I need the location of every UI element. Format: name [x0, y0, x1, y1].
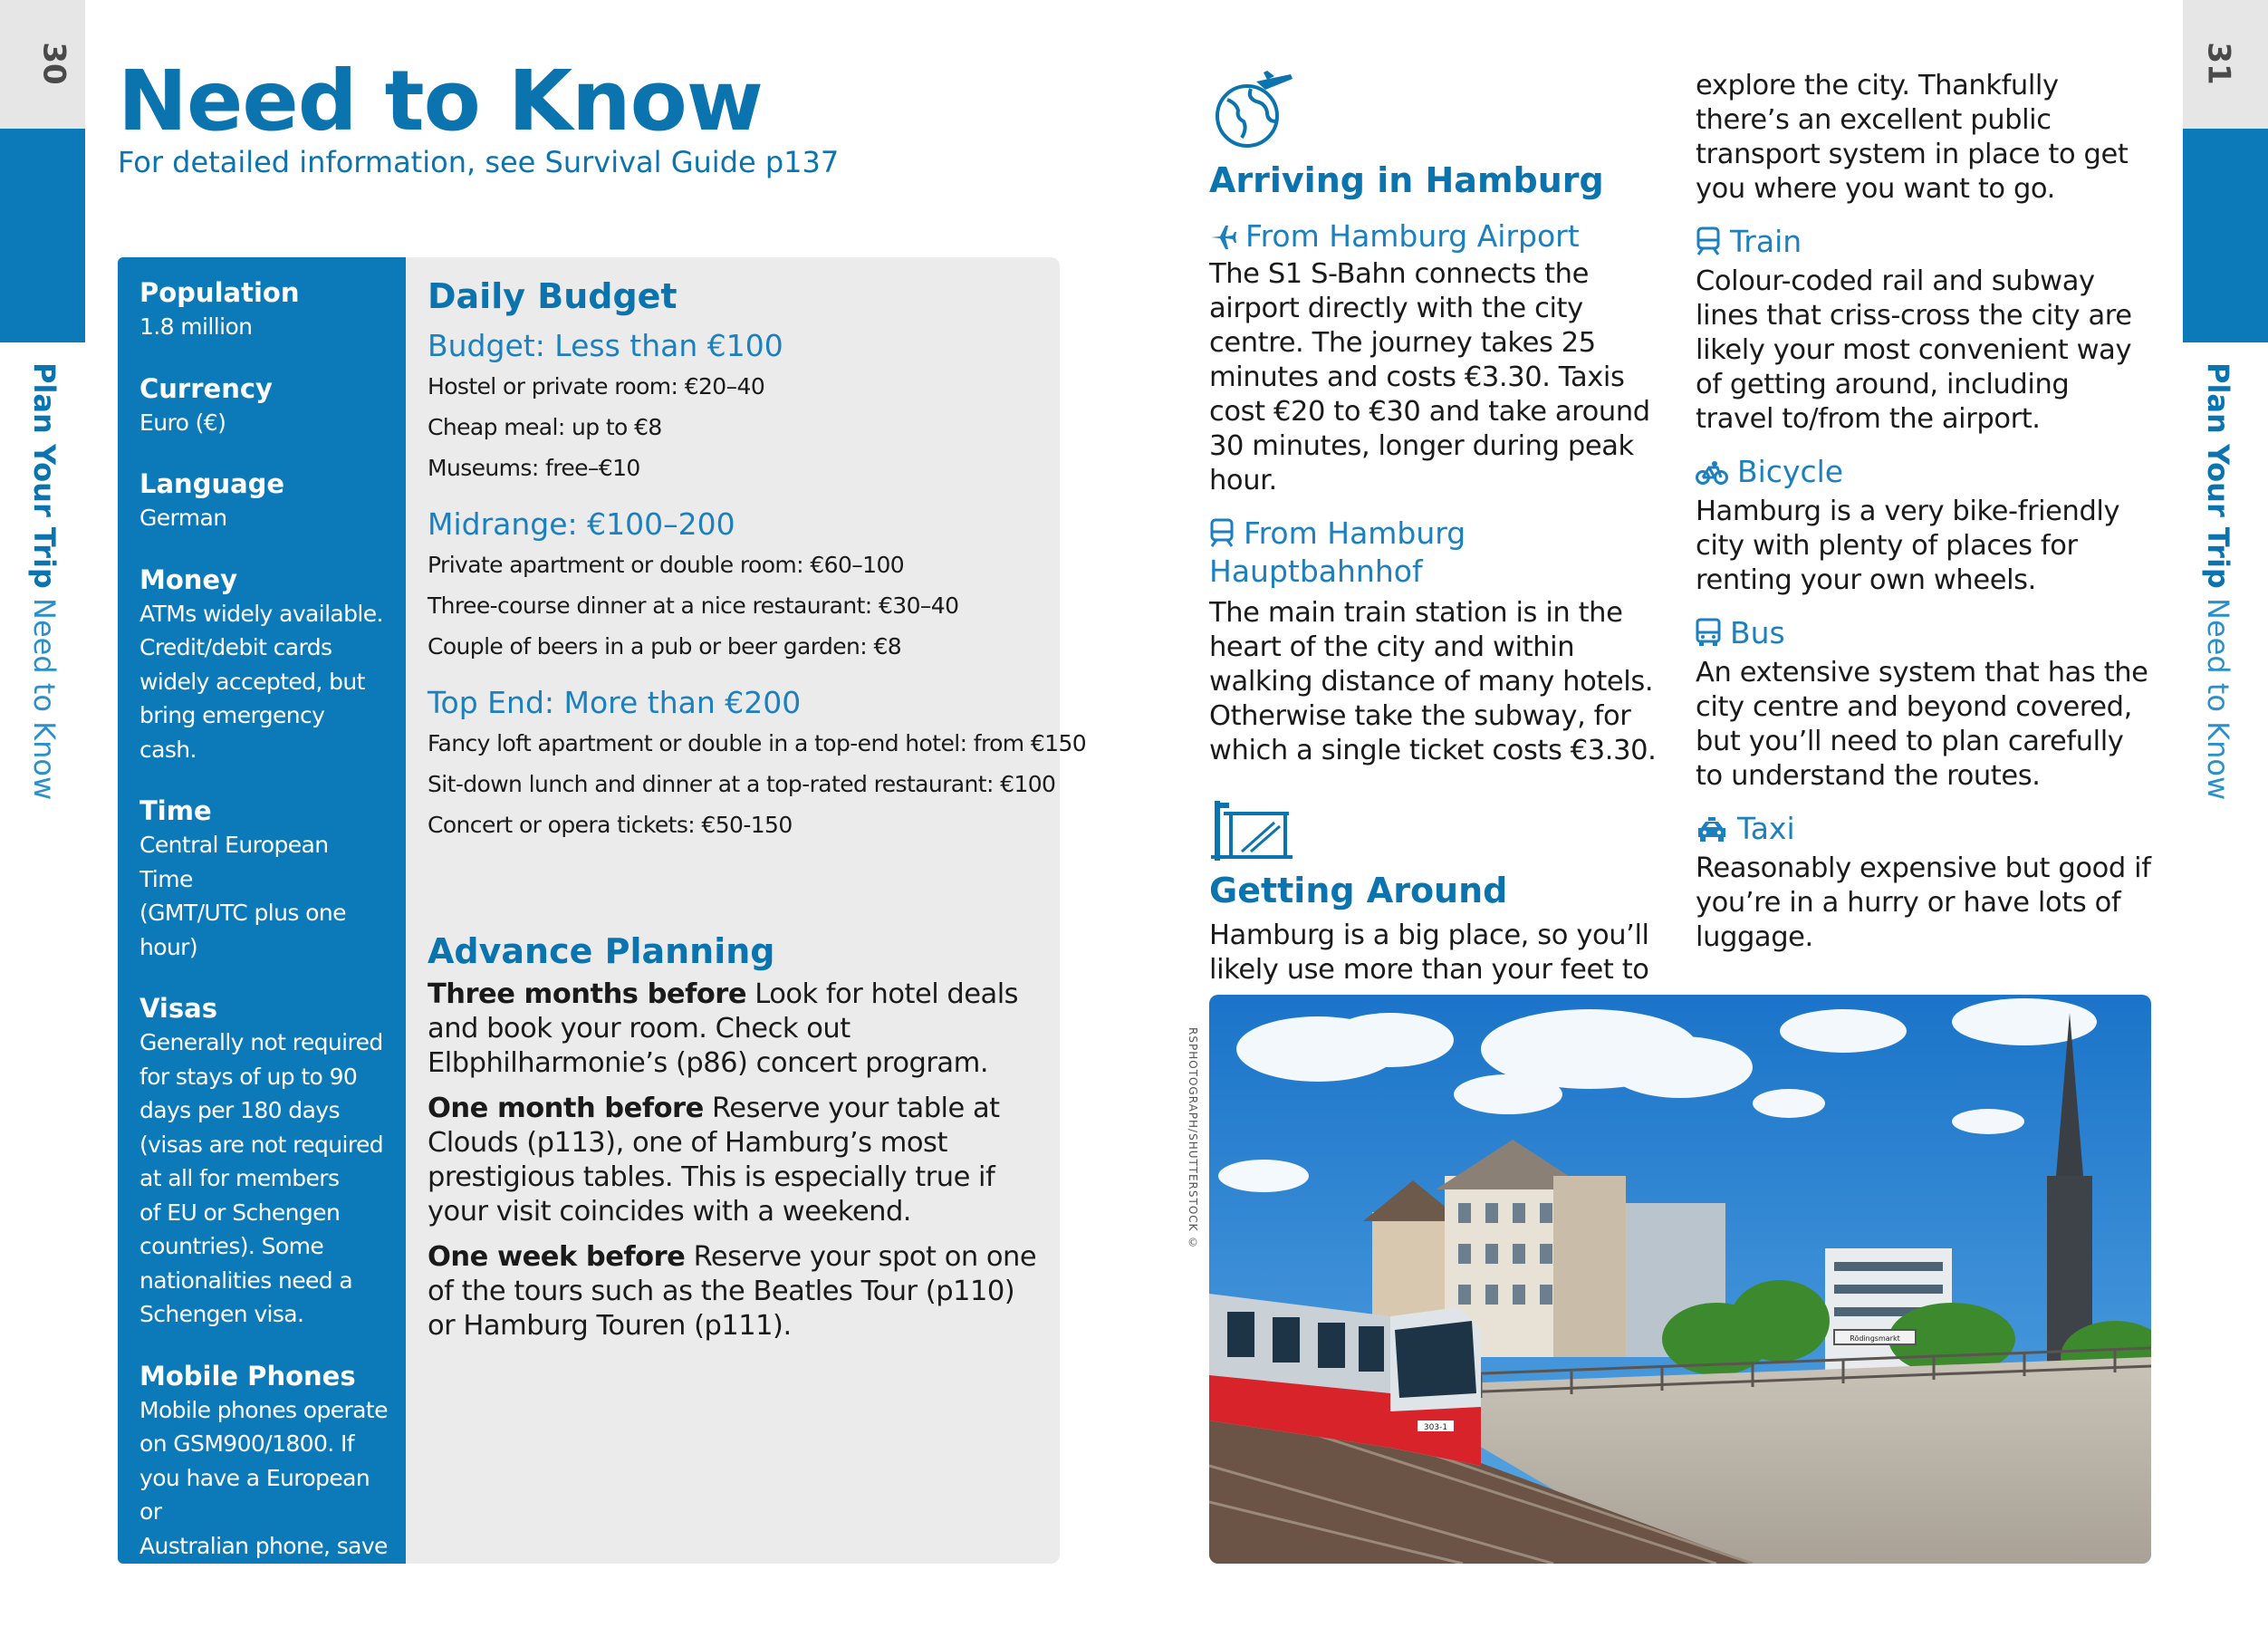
mode-heading-text: Train [1730, 224, 1802, 259]
planning-item [428, 1240, 1038, 1343]
arriving-column [1209, 69, 1666, 987]
side-label-section: Plan Your Trip [27, 362, 62, 589]
train-icon [1209, 518, 1235, 547]
mode-text: Colour-coded rail and subway lines that criss-cross the city are likely your most convenient way of getting around, including travel to/from the airport. [1696, 265, 2132, 435]
page-title: Need to Know [118, 53, 763, 149]
mode-heading-taxi [1696, 810, 2152, 852]
fact-line: countries). Some [139, 1233, 324, 1259]
budget-line: Private apartment or double room: €60–100 [428, 552, 905, 578]
fact-line: ATMs widely available. [139, 600, 383, 627]
fact-heading: Language [139, 468, 285, 499]
side-label-topic: Need to Know [2201, 598, 2235, 801]
fact-currency [139, 371, 388, 440]
left-tab-blue [0, 129, 85, 342]
planning-item [428, 977, 1038, 1081]
hbf-heading [1209, 515, 1666, 591]
transport-modes [1696, 223, 2152, 955]
mode-heading-train [1696, 223, 2152, 265]
budget-line: Fancy loft apartment or double in a top-end hotel: from €150 [428, 730, 1087, 756]
mode-heading-bus [1696, 614, 2152, 656]
page-number-right: 31 [2200, 42, 2237, 85]
right-side-label [2201, 362, 2235, 800]
fact-visas [139, 991, 388, 1332]
train-icon [1696, 226, 1721, 265]
left-side-label [27, 362, 62, 800]
fact-line: Schengen visa. [139, 1301, 304, 1327]
hbf-text: The main train station is in the heart of the city and within walking distance of many hotels. Otherwise take the subway, for which a single ticket costs €3.30. [1209, 597, 1657, 766]
fact-line: money by slipping in a [139, 1566, 385, 1593]
fact-heading: Population [139, 277, 300, 308]
mode-heading-text: Taxi [1737, 811, 1795, 846]
airport-heading-text: From Hamburg Airport [1245, 218, 1580, 254]
fact-line: 1.8 million [139, 313, 253, 340]
taxi-icon [1696, 814, 1728, 852]
fact-line: German [139, 505, 227, 531]
photo-illustration [1209, 995, 2151, 1564]
fact-heading: Mobile Phones [139, 1360, 356, 1391]
mode-text: Reasonably expensive but good if you’re in a hurry or have lots of luggage. [1696, 852, 2151, 953]
fact-line: (GMT/UTC plus one [139, 900, 346, 926]
advance-planning-list [428, 977, 1038, 1343]
fact-language [139, 467, 388, 535]
mode-text: Hamburg is a very bike-friendly city with plenty of places for renting your own wheels. [1696, 496, 2120, 596]
fact-line: Mobile phones operate [139, 1396, 388, 1423]
fact-line: at all for members [139, 1165, 340, 1191]
budget-panel [406, 257, 1087, 1564]
fact-heading: Time [139, 795, 212, 826]
plane-icon [1209, 223, 1236, 250]
facts-column [118, 257, 406, 1627]
page-subtitle: For detailed information, see Survival Guide p137 [118, 145, 840, 179]
fact-money [139, 563, 388, 767]
budget-tier-heading: Top End: More than €200 [428, 685, 802, 720]
mode-heading-text: Bus [1730, 615, 1785, 650]
budget-tiers [428, 326, 1087, 845]
planning-item-text: Reserve your spot on one of the tours such as the Beatles Tour (p110) or Hamburg Touren (p111). [428, 1241, 1037, 1342]
hamburg-train-photo [1209, 995, 2151, 1564]
airport-heading [1209, 217, 1666, 255]
planning-item-text: Look for hotel deals and book your room. Check out Elbphilharmonie’s (p86) concert program. [428, 978, 1019, 1079]
fact-line: for stays of up to 90 [139, 1063, 358, 1090]
mode-text: An extensive system that has the city centre and beyond covered, but you’ll need to plan carefully to understand the routes. [1696, 657, 2148, 792]
budget-line: Hostel or private room: €20–40 [428, 373, 765, 400]
budget-line: Sit-down lunch and dinner at a top-rated restaurant: €100 [428, 771, 1056, 797]
fact-line: you have a European or [139, 1464, 370, 1525]
getting-around-intro: Hamburg is a big place, so you’ll likely use more than your feet to [1209, 920, 1649, 986]
airport-text: The S1 S-Bahn connects the airport directly with the city centre. The journey takes 25 minutes and costs €3.30. Taxis cost €20 to €30 and take around 30 minutes, longer during peak hour. [1209, 258, 1650, 496]
globe-plane-icon [1211, 69, 1298, 156]
arriving-heading: Arriving in Hamburg [1209, 160, 1604, 200]
photo-train-number: 303-1 [1423, 1423, 1448, 1432]
planning-item [428, 1092, 1038, 1229]
fact-population [139, 275, 388, 344]
fact-line: (visas are not required [139, 1131, 384, 1158]
budget-line: Cheap meal: up to €8 [428, 414, 662, 440]
fact-heading: Money [139, 563, 237, 595]
fact-line: Australian phone, save [139, 1532, 388, 1559]
fact-line: widely accepted, but [139, 668, 365, 695]
fact-line: Generally not required [139, 1029, 383, 1055]
mode-heading-bicycle [1696, 453, 2152, 495]
fact-time [139, 794, 388, 964]
budget-line: Three-course dinner at a nice restaurant: €30–40 [428, 592, 959, 619]
advance-planning-heading: Advance Planning [428, 931, 775, 971]
fact-line: Euro (€) [139, 409, 226, 436]
right-tab-blue [2183, 129, 2268, 342]
mode-heading-text: Bicycle [1737, 454, 1844, 489]
budget-tier-heading: Budget: Less than €100 [428, 328, 783, 363]
fact-mobile-phones [139, 1359, 388, 1632]
fact-line: hour) [139, 933, 198, 960]
photo-sign: Rödingsmarkt [1850, 1334, 1900, 1343]
fact-line: on GSM900/1800. If [139, 1430, 354, 1457]
bicycle-icon [1696, 457, 1728, 495]
fact-heading: Currency [139, 372, 273, 404]
photo-credit: RSPHOTOGRAPH/SHUTTERSTOCK © [1187, 1027, 1199, 1250]
daily-budget-heading: Daily Budget [428, 276, 678, 316]
page-number-left: 30 [35, 42, 72, 85]
planning-item-lead: One month before [428, 1093, 704, 1124]
planning-item-text: Reserve your table at Clouds (p113), one of Hamburg’s most prestigious tables. This is especially true if your visit coincides with a weekend. [428, 1093, 1000, 1228]
side-label-topic: Need to Know [27, 598, 62, 801]
bus-icon [1696, 618, 1721, 656]
fact-line: nationalities need a [139, 1266, 353, 1294]
hbf-heading-text: From Hamburg Hauptbahnhof [1209, 515, 1466, 589]
budget-line: Couple of beers in a pub or beer garden: €8 [428, 633, 902, 660]
side-label-section: Plan Your Trip [2201, 362, 2235, 589]
getting-around-heading: Getting Around [1209, 871, 1508, 910]
fact-line: of EU or Schengen [139, 1199, 341, 1226]
planning-item-lead: Three months before [428, 978, 747, 1010]
fact-line: Credit/debit cards [139, 634, 332, 660]
budget-line: Concert or opera tickets: €50-150 [428, 812, 793, 838]
tram-stop-icon [1211, 799, 1293, 862]
fact-line: days per 180 days [139, 1097, 340, 1123]
getting-around-column [1696, 69, 2152, 955]
fact-heading: Visas [139, 993, 217, 1024]
budget-line: Museums: free–€10 [428, 455, 640, 481]
fact-line: bring emergency cash. [139, 702, 325, 763]
fact-line: German SIM card. [139, 1600, 333, 1627]
budget-tier-heading: Midrange: €100–200 [428, 506, 735, 542]
fact-line: Central European Time [139, 832, 329, 892]
getting-around-intro-cont: explore the city. Thankfully there’s an excellent public transport system in place to get you where you want to go. [1696, 70, 2129, 205]
planning-item-lead: One week before [428, 1241, 686, 1273]
